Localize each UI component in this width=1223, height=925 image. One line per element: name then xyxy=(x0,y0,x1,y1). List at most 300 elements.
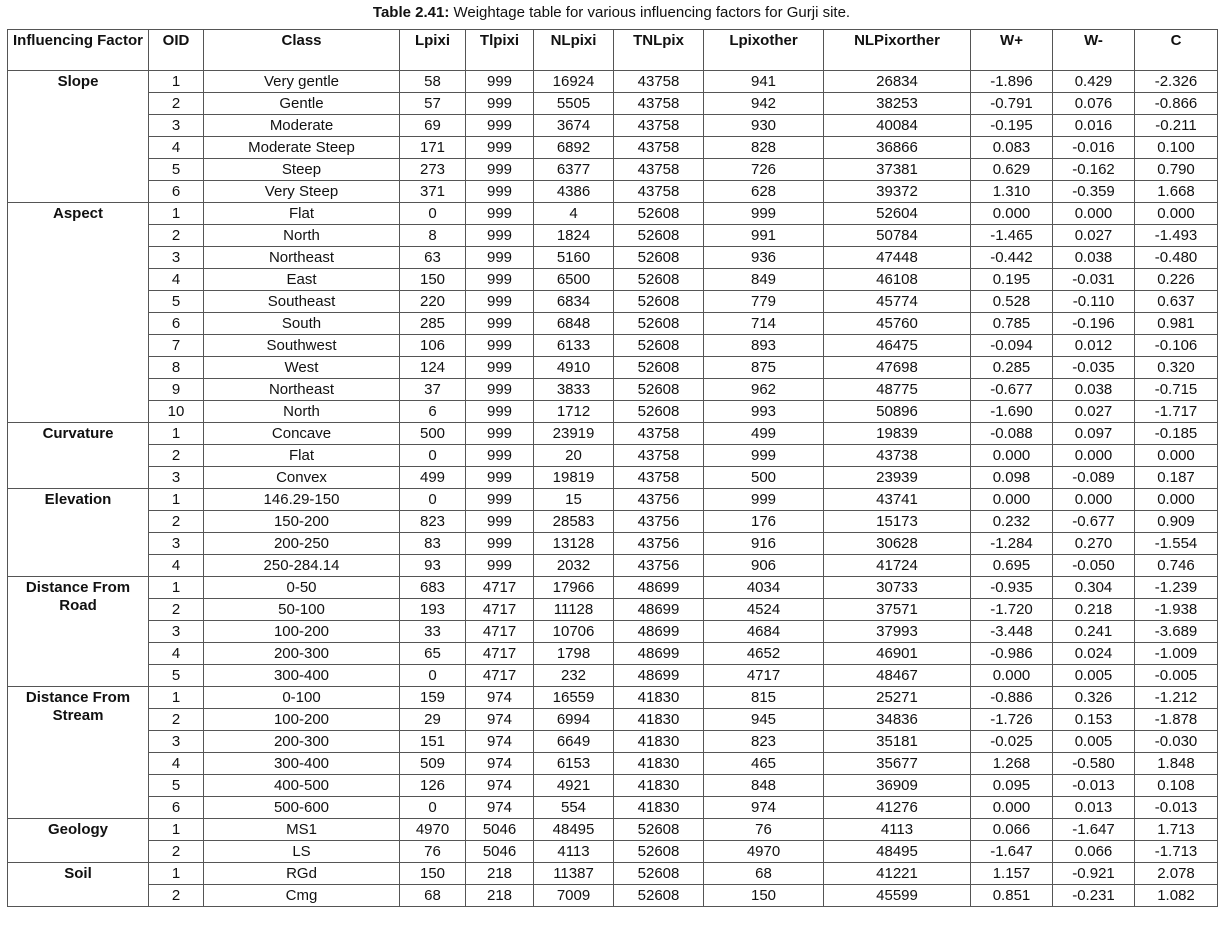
table-cell: 499 xyxy=(704,423,824,445)
table-cell: 232 xyxy=(534,665,614,687)
table-cell: 35677 xyxy=(824,753,971,775)
table-cell: 33 xyxy=(400,621,466,643)
table-cell: 1 xyxy=(149,863,204,885)
table-cell: 7 xyxy=(149,335,204,357)
table-cell: -1.647 xyxy=(1053,819,1135,841)
table-cell: -1.717 xyxy=(1135,401,1218,423)
table-cell: 41830 xyxy=(614,797,704,819)
table-cell: Northeast xyxy=(204,379,400,401)
table-row xyxy=(8,775,1218,797)
table-cell: 4034 xyxy=(704,577,824,599)
table-cell: 46108 xyxy=(824,269,971,291)
table-cell: 250-284.14 xyxy=(204,555,400,577)
table-cell: 52608 xyxy=(614,819,704,841)
table-cell: 0.000 xyxy=(1053,203,1135,225)
table-cell: 5160 xyxy=(534,247,614,269)
table-cell: 4 xyxy=(534,203,614,225)
table-cell: 65 xyxy=(400,643,466,665)
table-cell: 0.909 xyxy=(1135,511,1218,533)
table-cell: 0.981 xyxy=(1135,313,1218,335)
table-cell: 2 xyxy=(149,511,204,533)
table-cell: 999 xyxy=(466,115,534,137)
table-cell: 0.100 xyxy=(1135,137,1218,159)
factor-cell: Geology xyxy=(8,819,149,863)
table-cell: 0.000 xyxy=(1135,445,1218,467)
table-row xyxy=(8,819,1218,841)
table-cell: 29 xyxy=(400,709,466,731)
table-cell: 1.157 xyxy=(971,863,1053,885)
table-cell: 999 xyxy=(466,93,534,115)
table-cell: 1.848 xyxy=(1135,753,1218,775)
table-cell: 0.000 xyxy=(971,445,1053,467)
table-cell: 5505 xyxy=(534,93,614,115)
table-cell: -2.326 xyxy=(1135,71,1218,93)
table-cell: 4386 xyxy=(534,181,614,203)
table-cell: 0.005 xyxy=(1053,665,1135,687)
table-row xyxy=(8,555,1218,577)
table-cell: 941 xyxy=(704,71,824,93)
table-cell: 52608 xyxy=(614,247,704,269)
table-cell: 0.038 xyxy=(1053,247,1135,269)
table-cell: East xyxy=(204,269,400,291)
table-cell: 6133 xyxy=(534,335,614,357)
table-cell: 999 xyxy=(466,203,534,225)
table-cell: 41830 xyxy=(614,687,704,709)
factor-cell: Slope xyxy=(8,71,149,203)
table-cell: 5 xyxy=(149,291,204,313)
table-cell: -0.031 xyxy=(1053,269,1135,291)
table-cell: 1712 xyxy=(534,401,614,423)
table-cell: -0.231 xyxy=(1053,885,1135,907)
table-cell: -0.580 xyxy=(1053,753,1135,775)
table-row xyxy=(8,291,1218,313)
table-cell: -1.690 xyxy=(971,401,1053,423)
factor-cell: Curvature xyxy=(8,423,149,489)
table-cell: 999 xyxy=(466,181,534,203)
table-cell: 628 xyxy=(704,181,824,203)
table-cell: 974 xyxy=(466,753,534,775)
table-cell: 83 xyxy=(400,533,466,555)
table-cell: 4970 xyxy=(400,819,466,841)
table-cell: 37381 xyxy=(824,159,971,181)
table-cell: 371 xyxy=(400,181,466,203)
table-row xyxy=(8,731,1218,753)
table-cell: 726 xyxy=(704,159,824,181)
table-cell: 43741 xyxy=(824,489,971,511)
table-cell: 999 xyxy=(466,401,534,423)
table-cell: 50896 xyxy=(824,401,971,423)
table-cell: 48699 xyxy=(614,577,704,599)
table-cell: 2.078 xyxy=(1135,863,1218,885)
table-cell: 0.000 xyxy=(1053,445,1135,467)
table-cell: 100-200 xyxy=(204,709,400,731)
table-cell: 974 xyxy=(466,775,534,797)
table-cell: 26834 xyxy=(824,71,971,93)
table-cell: 285 xyxy=(400,313,466,335)
table-cell: 13128 xyxy=(534,533,614,555)
factor-cell: Distance From Road xyxy=(8,577,149,687)
table-cell: 1 xyxy=(149,203,204,225)
table-cell: 823 xyxy=(400,511,466,533)
table-cell: 43758 xyxy=(614,423,704,445)
table-cell: 0.016 xyxy=(1053,115,1135,137)
table-cell: 945 xyxy=(704,709,824,731)
table-cell: 2 xyxy=(149,93,204,115)
table-cell: 0.095 xyxy=(971,775,1053,797)
table-row xyxy=(8,137,1218,159)
table-cell: 500 xyxy=(704,467,824,489)
table-cell: -0.195 xyxy=(971,115,1053,137)
table-cell: 43758 xyxy=(614,115,704,137)
table-cell: 999 xyxy=(466,379,534,401)
table-cell: 0 xyxy=(400,665,466,687)
table-row xyxy=(8,247,1218,269)
table-cell: 6377 xyxy=(534,159,614,181)
table-cell: 48699 xyxy=(614,665,704,687)
table-cell: 69 xyxy=(400,115,466,137)
table-cell: 0.195 xyxy=(971,269,1053,291)
table-row xyxy=(8,797,1218,819)
table-row xyxy=(8,115,1218,137)
table-cell: 273 xyxy=(400,159,466,181)
column-header: W- xyxy=(1053,30,1135,71)
table-row xyxy=(8,269,1218,291)
table-cell: 124 xyxy=(400,357,466,379)
table-cell: Gentle xyxy=(204,93,400,115)
table-cell: 0.232 xyxy=(971,511,1053,533)
table-cell: -0.986 xyxy=(971,643,1053,665)
table-cell: 43758 xyxy=(614,467,704,489)
table-cell: 499 xyxy=(400,467,466,489)
table-cell: Concave xyxy=(204,423,400,445)
table-caption xyxy=(0,4,1223,21)
table-cell: 40084 xyxy=(824,115,971,137)
table-cell: 50784 xyxy=(824,225,971,247)
table-cell: 43756 xyxy=(614,533,704,555)
table-cell: 0.326 xyxy=(1053,687,1135,709)
table-cell: 999 xyxy=(466,335,534,357)
table-row xyxy=(8,489,1218,511)
table-cell: 0.320 xyxy=(1135,357,1218,379)
table-cell: 1 xyxy=(149,819,204,841)
table-cell: 46475 xyxy=(824,335,971,357)
table-cell: 779 xyxy=(704,291,824,313)
table-cell: 999 xyxy=(466,269,534,291)
table-cell: 52608 xyxy=(614,885,704,907)
table-cell: 936 xyxy=(704,247,824,269)
table-cell: -3.689 xyxy=(1135,621,1218,643)
table-cell: 52608 xyxy=(614,313,704,335)
table-cell: 28583 xyxy=(534,511,614,533)
table-cell: 52608 xyxy=(614,335,704,357)
table-cell: 4910 xyxy=(534,357,614,379)
table-cell: 9 xyxy=(149,379,204,401)
table-row xyxy=(8,643,1218,665)
table-cell: 52608 xyxy=(614,225,704,247)
table-cell: 6994 xyxy=(534,709,614,731)
table-cell: 1.082 xyxy=(1135,885,1218,907)
table-cell: 43758 xyxy=(614,137,704,159)
table-cell: 999 xyxy=(466,247,534,269)
table-cell: 683 xyxy=(400,577,466,599)
table-cell: 200-300 xyxy=(204,643,400,665)
table-cell: 15 xyxy=(534,489,614,511)
table-cell: 47698 xyxy=(824,357,971,379)
table-cell: -1.647 xyxy=(971,841,1053,863)
table-cell: 1 xyxy=(149,489,204,511)
table-cell: 2 xyxy=(149,599,204,621)
table-cell: West xyxy=(204,357,400,379)
table-cell: -0.677 xyxy=(1053,511,1135,533)
column-header: TNLpix xyxy=(614,30,704,71)
table-cell: 0.270 xyxy=(1053,533,1135,555)
table-cell: -1.554 xyxy=(1135,533,1218,555)
column-header: W+ xyxy=(971,30,1053,71)
table-cell: -0.791 xyxy=(971,93,1053,115)
table-cell: 43758 xyxy=(614,93,704,115)
table-cell: -0.013 xyxy=(1053,775,1135,797)
table-cell: 48495 xyxy=(824,841,971,863)
table-cell: -0.677 xyxy=(971,379,1053,401)
table-body xyxy=(8,71,1218,907)
table-cell: 3 xyxy=(149,467,204,489)
table-cell: 999 xyxy=(466,555,534,577)
table-row xyxy=(8,841,1218,863)
table-cell: 0.790 xyxy=(1135,159,1218,181)
table-cell: 0.528 xyxy=(971,291,1053,313)
table-cell: 0.629 xyxy=(971,159,1053,181)
table-cell: 4 xyxy=(149,137,204,159)
table-cell: 0.076 xyxy=(1053,93,1135,115)
table-cell: 41830 xyxy=(614,753,704,775)
table-cell: 300-400 xyxy=(204,665,400,687)
table-cell: 0.851 xyxy=(971,885,1053,907)
table-cell: 48699 xyxy=(614,643,704,665)
table-row xyxy=(8,313,1218,335)
table-cell: 974 xyxy=(466,797,534,819)
table-row xyxy=(8,511,1218,533)
table-cell: 1824 xyxy=(534,225,614,247)
table-cell: 6 xyxy=(149,797,204,819)
table-cell: 4717 xyxy=(466,621,534,643)
table-cell: -0.050 xyxy=(1053,555,1135,577)
table-cell: 0.153 xyxy=(1053,709,1135,731)
table-cell: Moderate xyxy=(204,115,400,137)
table-cell: -0.715 xyxy=(1135,379,1218,401)
table-cell: 6 xyxy=(400,401,466,423)
table-cell: 0.000 xyxy=(1135,489,1218,511)
table-cell: -1.493 xyxy=(1135,225,1218,247)
table-cell: 10706 xyxy=(534,621,614,643)
table-cell: 68 xyxy=(704,863,824,885)
table-cell: 48467 xyxy=(824,665,971,687)
table-cell: 849 xyxy=(704,269,824,291)
table-cell: 52608 xyxy=(614,203,704,225)
table-cell: 52608 xyxy=(614,841,704,863)
caption-text: Weightage table for various influencing factors for Gurji site. xyxy=(449,4,851,21)
table-cell: -0.016 xyxy=(1053,137,1135,159)
table-row xyxy=(8,159,1218,181)
table-row xyxy=(8,599,1218,621)
table-cell: 58 xyxy=(400,71,466,93)
table-cell: Convex xyxy=(204,467,400,489)
table-cell: 0.012 xyxy=(1053,335,1135,357)
table-cell: 106 xyxy=(400,335,466,357)
table-cell: 5 xyxy=(149,775,204,797)
factor-cell: Aspect xyxy=(8,203,149,423)
table-cell: 1.713 xyxy=(1135,819,1218,841)
table-cell: 974 xyxy=(466,731,534,753)
table-cell: 220 xyxy=(400,291,466,313)
table-row xyxy=(8,467,1218,489)
table-cell: 0 xyxy=(400,445,466,467)
table-cell: 500-600 xyxy=(204,797,400,819)
table-cell: 0.000 xyxy=(971,203,1053,225)
table-cell: Cmg xyxy=(204,885,400,907)
table-cell: 41276 xyxy=(824,797,971,819)
table-cell: 0.000 xyxy=(971,665,1053,687)
table-cell: 126 xyxy=(400,775,466,797)
table-cell: 45774 xyxy=(824,291,971,313)
table-cell: 993 xyxy=(704,401,824,423)
table-cell: 6649 xyxy=(534,731,614,753)
table-cell: 3674 xyxy=(534,115,614,137)
table-cell: 171 xyxy=(400,137,466,159)
table-cell: 41221 xyxy=(824,863,971,885)
table-cell: 3833 xyxy=(534,379,614,401)
table-cell: 0.005 xyxy=(1053,731,1135,753)
table-cell: 0.108 xyxy=(1135,775,1218,797)
table-cell: 916 xyxy=(704,533,824,555)
table-cell: RGd xyxy=(204,863,400,885)
table-cell: 76 xyxy=(704,819,824,841)
table-cell: -0.094 xyxy=(971,335,1053,357)
table-cell: 4 xyxy=(149,555,204,577)
table-cell: 150 xyxy=(400,863,466,885)
table-cell: 1 xyxy=(149,687,204,709)
table-cell: 0.066 xyxy=(1053,841,1135,863)
table-cell: 35181 xyxy=(824,731,971,753)
table-cell: -1.720 xyxy=(971,599,1053,621)
table-cell: 93 xyxy=(400,555,466,577)
table-cell: 146.29-150 xyxy=(204,489,400,511)
column-header: Class xyxy=(204,30,400,71)
table-cell: 1.310 xyxy=(971,181,1053,203)
table-cell: 300-400 xyxy=(204,753,400,775)
table-cell: 0.000 xyxy=(971,797,1053,819)
table-cell: 0-50 xyxy=(204,577,400,599)
table-row xyxy=(8,401,1218,423)
table-cell: 4717 xyxy=(466,643,534,665)
table-cell: -0.921 xyxy=(1053,863,1135,885)
table-cell: -0.480 xyxy=(1135,247,1218,269)
table-cell: 52604 xyxy=(824,203,971,225)
table-cell: 41830 xyxy=(614,709,704,731)
table-cell: -0.442 xyxy=(971,247,1053,269)
table-cell: -0.211 xyxy=(1135,115,1218,137)
table-cell: 999 xyxy=(466,467,534,489)
table-cell: 4 xyxy=(149,753,204,775)
table-cell: 848 xyxy=(704,775,824,797)
table-cell: 151 xyxy=(400,731,466,753)
weightage-table xyxy=(7,29,1218,907)
table-cell: 4717 xyxy=(466,665,534,687)
table-cell: Southwest xyxy=(204,335,400,357)
table-cell: 34836 xyxy=(824,709,971,731)
table-cell: 68 xyxy=(400,885,466,907)
table-cell: 11387 xyxy=(534,863,614,885)
table-cell: 4113 xyxy=(824,819,971,841)
table-cell: 17966 xyxy=(534,577,614,599)
table-cell: 828 xyxy=(704,137,824,159)
table-cell: 4921 xyxy=(534,775,614,797)
table-cell: 176 xyxy=(704,511,824,533)
table-cell: 23939 xyxy=(824,467,971,489)
table-cell: 0-100 xyxy=(204,687,400,709)
table-cell: 36909 xyxy=(824,775,971,797)
table-cell: -0.162 xyxy=(1053,159,1135,181)
table-cell: South xyxy=(204,313,400,335)
table-cell: 48699 xyxy=(614,621,704,643)
table-cell: -0.035 xyxy=(1053,357,1135,379)
table-cell: 3 xyxy=(149,621,204,643)
table-row xyxy=(8,687,1218,709)
table-cell: -0.359 xyxy=(1053,181,1135,203)
table-cell: 0.226 xyxy=(1135,269,1218,291)
table-cell: 974 xyxy=(466,687,534,709)
table-row xyxy=(8,93,1218,115)
table-cell: 45760 xyxy=(824,313,971,335)
table-cell: 47448 xyxy=(824,247,971,269)
table-cell: 52608 xyxy=(614,291,704,313)
table-cell: -1.726 xyxy=(971,709,1053,731)
table-row xyxy=(8,379,1218,401)
table-row xyxy=(8,863,1218,885)
table-cell: -1.713 xyxy=(1135,841,1218,863)
table-cell: 30628 xyxy=(824,533,971,555)
table-cell: 100-200 xyxy=(204,621,400,643)
table-cell: 999 xyxy=(466,489,534,511)
table-cell: 0.746 xyxy=(1135,555,1218,577)
table-row xyxy=(8,709,1218,731)
table-cell: 4652 xyxy=(704,643,824,665)
table-cell: 25271 xyxy=(824,687,971,709)
table-cell: 509 xyxy=(400,753,466,775)
table-cell: 823 xyxy=(704,731,824,753)
table-cell: 150 xyxy=(400,269,466,291)
table-cell: 999 xyxy=(466,533,534,555)
table-cell: 999 xyxy=(466,291,534,313)
table-cell: 37 xyxy=(400,379,466,401)
table-cell: 0.000 xyxy=(971,489,1053,511)
table-cell: 7009 xyxy=(534,885,614,907)
table-cell: 999 xyxy=(466,71,534,93)
table-cell: 19839 xyxy=(824,423,971,445)
table-cell: 39372 xyxy=(824,181,971,203)
column-header: Lpixother xyxy=(704,30,824,71)
table-cell: 6 xyxy=(149,313,204,335)
table-cell: 0 xyxy=(400,489,466,511)
table-cell: -1.284 xyxy=(971,533,1053,555)
table-cell: -0.935 xyxy=(971,577,1053,599)
table-cell: 2 xyxy=(149,709,204,731)
table-cell: 991 xyxy=(704,225,824,247)
table-cell: 0.304 xyxy=(1053,577,1135,599)
table-cell: 465 xyxy=(704,753,824,775)
table-cell: 0.097 xyxy=(1053,423,1135,445)
table-cell: 52608 xyxy=(614,863,704,885)
table-cell: -1.938 xyxy=(1135,599,1218,621)
